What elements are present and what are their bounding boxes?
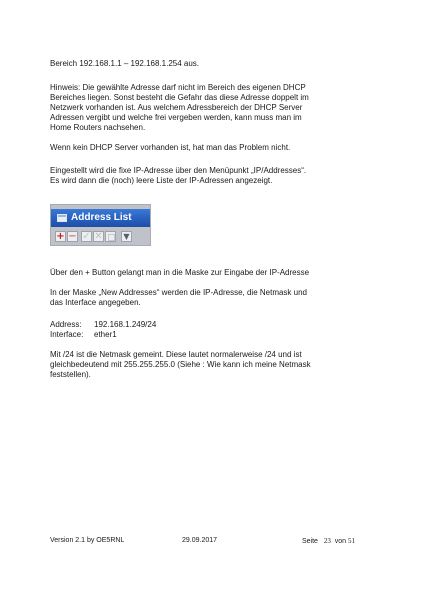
add-icon[interactable]: + [56, 231, 65, 242]
paragraph-new-addresses [50, 288, 307, 308]
address-list-toolbar [55, 231, 150, 243]
paragraph-menu-instruction [50, 166, 306, 186]
text-line: Bereich 192.168.1.1 – 192.168.1.254 aus. [50, 59, 200, 68]
text-line: feststellen). [50, 370, 91, 379]
paragraph-dhcp-range [50, 59, 199, 69]
page-footer [50, 536, 380, 546]
text-line: Netzwerk vorhanden ist. Aus welchem Adressbereich der DHCP Server [50, 103, 303, 112]
text-line: Über den + Button gelangt man in die Maske zur Eingabe der IP-Adresse [50, 268, 310, 277]
address-settings [50, 320, 156, 340]
text-line: Eingestellt wird die fixe IP-Adresse über den Menüpunkt „IP/Addresses“. [50, 166, 307, 175]
interface-value: ether1 [94, 330, 117, 339]
text-line: Hinweis: Die gewählte Adresse darf nicht im Bereich des eigenen DHCP [50, 83, 306, 92]
footer-page-total: 51 [347, 537, 355, 545]
footer-of-label: von [334, 538, 346, 545]
text-line: Es wird dann die (noch) leere Liste der IP-Adressen angezeigt. [50, 176, 273, 185]
text-line: In der Maske „New Addresses“ werden die IP-Adresse, die Netmask und [50, 288, 308, 297]
address-list-screenshot [50, 204, 151, 246]
copy-icon[interactable] [105, 231, 116, 242]
filter-icon[interactable]: ▼ [121, 231, 132, 242]
window-title-bar [51, 209, 151, 227]
interface-row [50, 330, 156, 340]
text-line: Bereiches liegen. Sonst besteht die Gefahr das diese Adresse doppelt im [50, 93, 309, 102]
text-line: gleichbedeutend mit 255.255.255.0 (Siehe : Wie kann ich meine Netmask [50, 360, 311, 369]
footer-page-label: Seite [302, 538, 318, 545]
paragraph-hint [50, 83, 309, 133]
enable-icon[interactable]: ✓ [82, 231, 91, 242]
footer-page-current: 23 [323, 537, 331, 545]
interface-label: Interface: [50, 330, 84, 339]
paragraph-netmask [50, 350, 311, 380]
disable-icon[interactable]: ✕ [94, 231, 103, 242]
address-label: Address: [50, 320, 82, 329]
window-icon [57, 214, 67, 222]
window-title: Address List [71, 212, 132, 223]
paragraph-no-dhcp [50, 143, 290, 153]
text-line: Mit /24 ist die Netmask gemeint. Diese lautet normalerweise /24 und ist [50, 350, 302, 359]
text-line: Wenn kein DHCP Server vorhanden ist, hat man das Problem nicht. [50, 143, 291, 152]
address-value: 192.168.1.249/24 [94, 320, 157, 329]
paragraph-add-button [50, 268, 309, 278]
footer-page-number [302, 536, 355, 547]
text-line: Adressen vergibt und welche frei vergeben werden, kann muss man im [50, 113, 302, 122]
text-line: das Interface angegeben. [50, 298, 141, 307]
address-row [50, 320, 156, 330]
remove-icon[interactable]: − [68, 231, 77, 242]
text-line: Home Routers nachsehen. [50, 123, 146, 132]
footer-version: Version 2.1 by OE5RNL [50, 537, 125, 544]
footer-date: 29.09.2017 [182, 537, 218, 544]
